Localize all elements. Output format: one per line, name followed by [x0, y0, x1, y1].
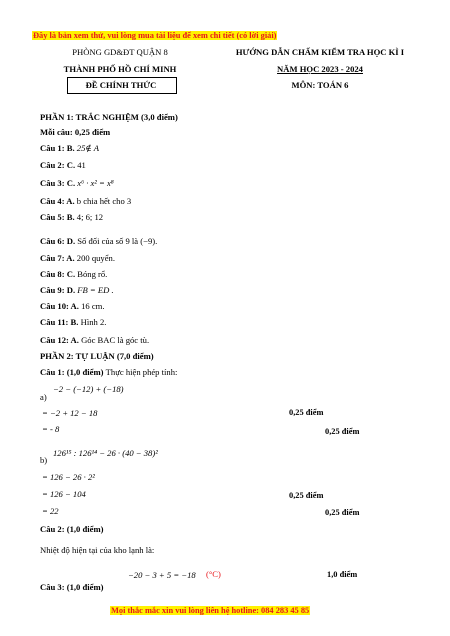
q1b-step2: = 126 − 104	[42, 489, 86, 499]
part2-title: PHẦN 2: TỰ LUẬN (7,0 điểm)	[40, 351, 154, 361]
q1a-label: a)	[40, 392, 47, 402]
q2-text: Nhiệt độ hiện tại của kho lạnh là:	[40, 545, 155, 555]
score-q2: 1,0 điểm	[327, 570, 358, 579]
q3-heading: Câu 3: (1,0 điểm)	[40, 582, 104, 592]
answer-4: Câu 4: A. b chia hết cho 3	[40, 196, 132, 206]
q1a-step2: = - 8	[42, 424, 60, 434]
answer-10: Câu 10: A. 16 cm.	[40, 301, 105, 311]
bottom-banner: Mọi thắc mắc xin vui lòng liên hệ hotline: 084 283 45 85	[111, 606, 310, 615]
q1a-expression: −2 − (−12) + (−18)	[53, 384, 124, 394]
header-city: THÀNH PHỐ HỒ CHÍ MINH	[63, 64, 177, 74]
answer-2: Câu 2: C. 41	[40, 160, 86, 170]
answer-1: Câu 1: B. 25∉ A	[40, 143, 99, 153]
q1b-label: b)	[40, 455, 48, 465]
q1-heading: Câu 1: (1,0 điểm) Thực hiện phép tính:	[40, 367, 178, 377]
header-department: PHÒNG GD&ĐT QUẬN 8	[72, 47, 168, 57]
q1a-step1: = −2 + 12 − 18	[42, 408, 98, 418]
score-q1b-step3: 0,25 điểm	[325, 508, 360, 517]
answer-7: Câu 7: A. 200 quyển.	[40, 253, 115, 263]
q2-heading: Câu 2: (1,0 điểm)	[40, 524, 104, 534]
q1b-step3: = 22	[42, 506, 59, 516]
answer-11: Câu 11: B. Hình 2.	[40, 317, 107, 327]
answer-12: Câu 12: A. Góc BAC là góc tù.	[40, 335, 150, 345]
official-label: ĐỀ CHÍNH THỨC	[85, 80, 157, 90]
answer-5: Câu 5: B. 4; 6; 12	[40, 212, 104, 222]
part1-title: PHẦN 1: TRẮC NGHIỆM (3,0 điểm)	[40, 112, 178, 122]
score-q1a-step2: 0,25 điểm	[325, 427, 360, 436]
answer-3: Câu 3: C. x⁶ · x² = x⁸	[40, 178, 114, 188]
answer-9: Câu 9: D. FB = ED .	[40, 285, 114, 295]
score-q1b-step2: 0,25 điểm	[289, 491, 324, 500]
part1-note: Mỗi câu: 0,25 điểm	[40, 127, 111, 137]
q2-unit: (°C)	[206, 569, 221, 579]
answer-8: Câu 8: C. Bóng rổ.	[40, 269, 108, 279]
score-q1a-step1: 0,25 điểm	[289, 408, 324, 417]
header-subject: MÔN: TOÁN 6	[291, 80, 349, 90]
top-banner: Đây là bản xem thử, vui lòng mua tài liệu để xem chi tiết (có lời giải)	[33, 31, 277, 40]
header-school-year: NĂM HỌC 2023 - 2024	[277, 64, 363, 74]
answer-6: Câu 6: D. Số đối của số 9 là (−9).	[40, 236, 158, 246]
header-title: HƯỚNG DẪN CHẤM KIỂM TRA HỌC KÌ I	[235, 47, 405, 57]
q1b-expression: 126¹⁵ : 126¹⁴ − 26 · (40 − 38)²	[53, 448, 158, 458]
q2-expression: −20 − 3 + 5 = −18	[128, 570, 196, 580]
q1b-step1: = 126 − 26 · 2²	[42, 472, 95, 482]
